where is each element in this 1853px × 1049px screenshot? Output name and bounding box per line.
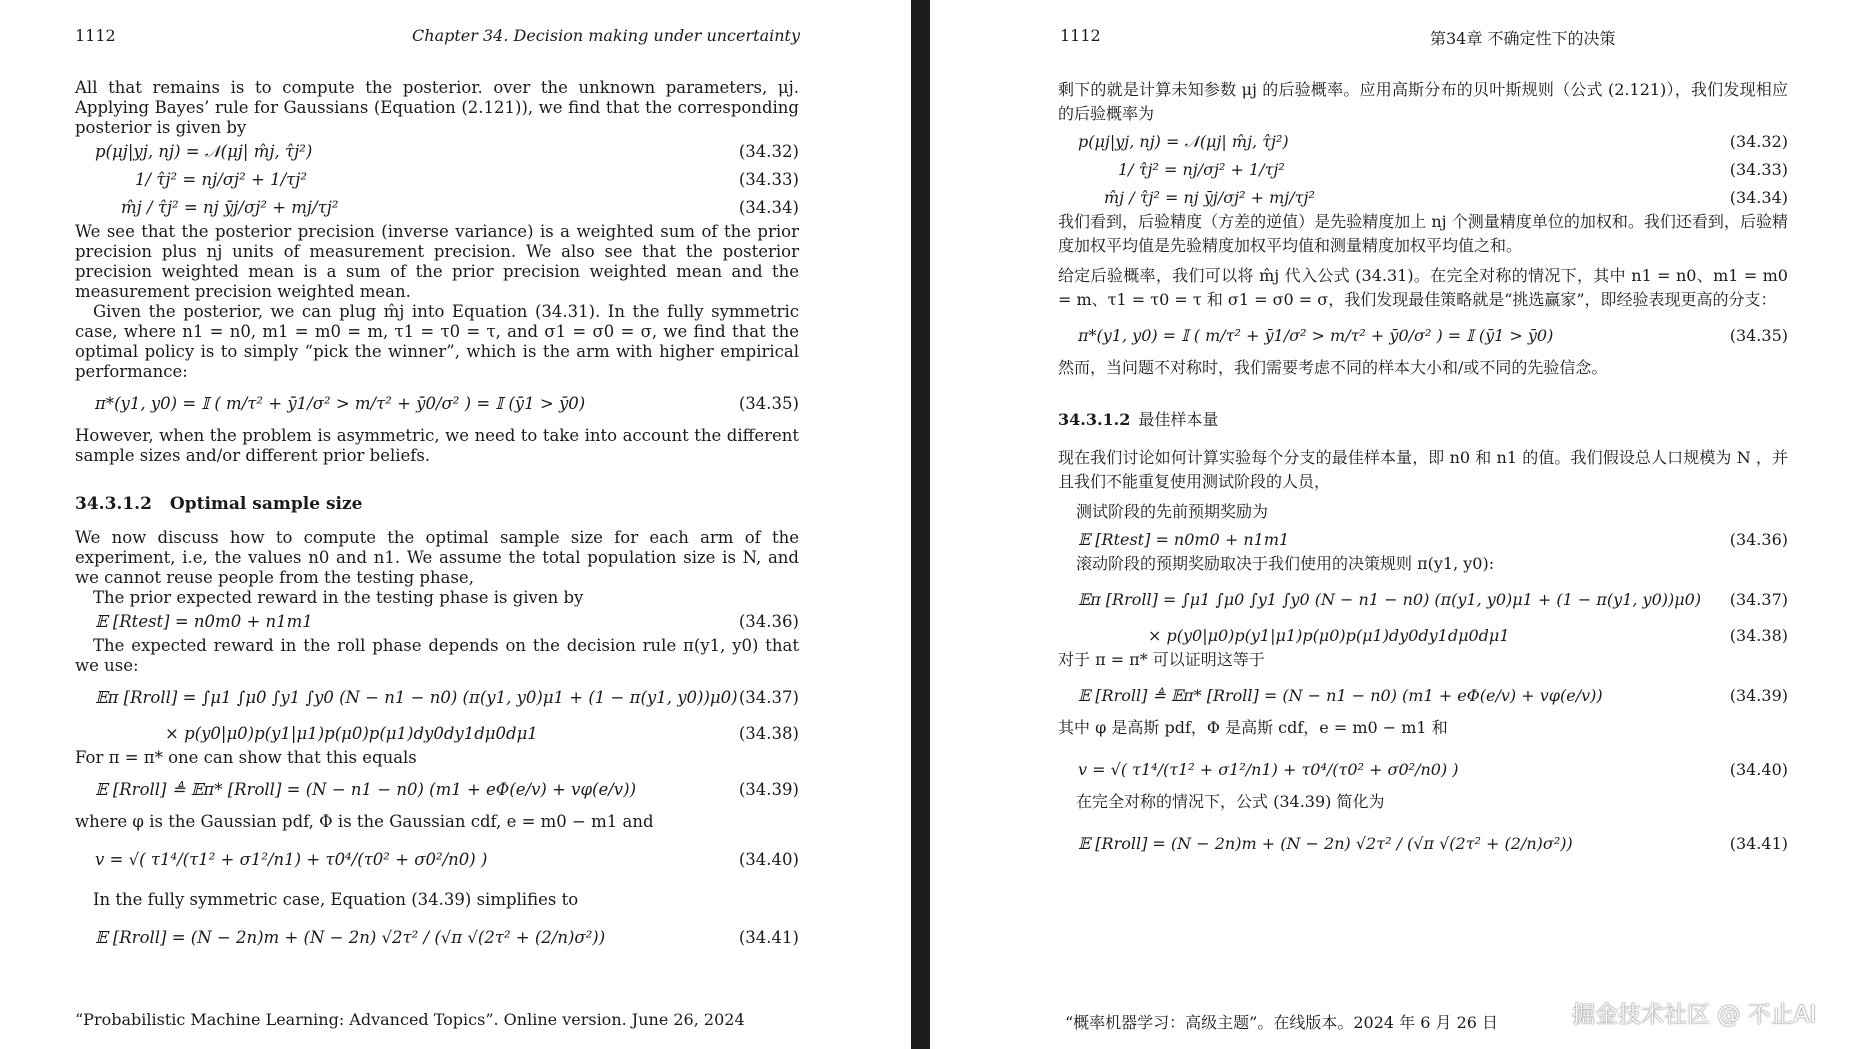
- equation-number: (34.34): [738, 198, 799, 217]
- equation: [75, 768, 799, 812]
- paragraph: The expected reward in the roll phase depends on the decision rule π(y1, y0) that we use:: [75, 636, 799, 675]
- equation: [75, 608, 799, 636]
- paragraph: For π = π* one can show that this equals: [75, 748, 417, 767]
- equation-body: 𝔼 [Rroll] ≜ 𝔼π* [Rroll] = (N − n1 − n0) (m1 + eΦ(e/v) + vφ(e/v)): [95, 780, 637, 799]
- page-divider: [911, 0, 930, 1049]
- equation-number: (34.41): [738, 928, 799, 947]
- equation-number: (34.36): [1729, 530, 1788, 549]
- equation-number: (34.34): [1729, 188, 1788, 207]
- equation: [1058, 620, 1788, 648]
- page-footer: “Probabilistic Machine Learning: Advanced Topics”. Online version. June 26, 2024: [75, 1010, 745, 1029]
- equation: [1058, 154, 1788, 182]
- equation: [75, 832, 799, 890]
- equation-body: 1/ τ̂j² = nj/σj² + 1/τj²: [135, 170, 308, 189]
- equation-number: (34.32): [738, 142, 799, 161]
- paragraph: 我们看到，后验精度（方差的逆值）是先验精度加上 nj 个测量精度单位的加权和。我们还看到，后验精度加权平均值是先验精度加权平均值和测量精度加权平均值之和。: [1058, 212, 1788, 255]
- equation-body: 𝔼π [Rroll] = ∫μ1 ∫μ0 ∫y1 ∫y0 (N − n1 − n0) (π(y1, y0)μ1 + (1 − π(y1, y0))μ0): [95, 688, 738, 707]
- equation-body: p(μj|yj, nj) = 𝒩(μj| m̂j, τ̂j²): [1078, 132, 1289, 151]
- watermark: 掘金技术社区 @ 不止AI: [1572, 1002, 1817, 1028]
- equation-number: (34.32): [1729, 132, 1788, 151]
- equation-body: π*(y1, y0) = 𝕀 ( m/τ² + ȳ1/σ² > m/τ² + ȳ0/σ² ) = 𝕀 (ȳ1 > ȳ0): [1078, 326, 1554, 345]
- equation-body: 𝔼π [Rroll] = ∫μ1 ∫μ0 ∫y1 ∫y0 (N − n1 − n0) (π(y1, y0)μ1 + (1 − π(y1, y0))μ0): [1078, 590, 1702, 609]
- equation: [75, 166, 799, 194]
- equation: [75, 910, 799, 968]
- equation-body: v = √( τ1⁴/(τ1² + σ1²/n1) + τ0⁴/(τ0² + σ0²/n0) ): [95, 850, 488, 869]
- equation-number: (34.37): [1729, 590, 1788, 609]
- equation-body: 𝔼 [Rtest] = n0m0 + n1m1: [1078, 530, 1290, 549]
- paragraph: All that remains is to compute the posterior. over the unknown parameters, μj. Applying Bayes’ rule for Gaussians (Equation (2.121)), we find that the corresponding posterior is given by: [75, 78, 799, 137]
- equation-number: (34.41): [1729, 834, 1788, 853]
- equation: [75, 138, 799, 166]
- equation-number: (34.33): [1729, 160, 1788, 179]
- equation-number: (34.35): [738, 394, 799, 413]
- equation: [75, 382, 799, 426]
- equation: [1058, 126, 1788, 154]
- equation-body: × p(y0|μ0)p(y1|μ1)p(μ0)p(μ1)dy0dy1dμ0dμ1: [1148, 626, 1510, 645]
- page-body-chinese: [1058, 78, 1788, 872]
- paragraph: The prior expected reward in the testing phase is given by: [93, 588, 584, 607]
- section-number: 34.3.1.2: [75, 494, 152, 514]
- equation: [1058, 740, 1788, 790]
- equation: [75, 676, 799, 720]
- equation: [1058, 814, 1788, 872]
- equation-number: (34.40): [738, 850, 799, 869]
- paragraph: where φ is the Gaussian pdf, Φ is the Gaussian cdf, e = m0 − m1 and: [75, 812, 654, 831]
- paragraph: 在完全对称的情况下，公式 (34.39) 简化为: [1076, 792, 1385, 811]
- paragraph: 然而，当问题不对称时，我们需要考虑不同的样本大小和/或不同的先验信念。: [1058, 358, 1608, 377]
- paragraph: In the fully symmetric case, Equation (34.39) simplifies to: [93, 890, 579, 909]
- equation-body: m̂j / τ̂j² = nj ȳj/σj² + mj/τj²: [1104, 188, 1315, 207]
- equation-body: 𝔼 [Rroll] ≜ 𝔼π* [Rroll] = (N − n1 − n0) (m1 + eΦ(e/v) + vφ(e/v)): [1078, 686, 1603, 705]
- paragraph: 测试阶段的先前预期奖励为: [1076, 502, 1269, 521]
- paragraph: 滚动阶段的预期奖励取决于我们使用的决策规则 π(y1, y0):: [1076, 554, 1495, 573]
- equation-number: (34.39): [738, 780, 799, 799]
- equation-number: (34.38): [1729, 626, 1788, 645]
- page-number: 1112: [75, 26, 116, 45]
- equation-number: (34.35): [1729, 326, 1788, 345]
- equation-body: 𝔼 [Rroll] = (N − 2n)m + (N − 2n) √2τ² / (√π √(2τ² + (2/n)σ²)): [1078, 834, 1573, 853]
- equation-body: π*(y1, y0) = 𝕀 ( m/τ² + ȳ1/σ² > m/τ² + ȳ0/σ² ) = 𝕀 (ȳ1 > ȳ0): [95, 394, 586, 413]
- page-footer-chinese: “概率机器学习：高级主题”。在线版本。2024 年 6 月 26 日: [1065, 1013, 1499, 1032]
- section-title: 最佳样本量: [1138, 410, 1219, 429]
- equation: [1058, 312, 1788, 356]
- equation-body: 𝔼 [Rroll] = (N − 2n)m + (N − 2n) √2τ² / (√π √(2τ² + (2/n)σ²)): [95, 928, 606, 947]
- equation-body: v = √( τ1⁴/(τ1² + σ1²/n1) + τ0⁴/(τ0² + σ0²/n0) ): [1078, 760, 1459, 779]
- section-heading: [75, 494, 799, 514]
- chapter-header: Chapter 34. Decision making under uncertainty: [412, 26, 800, 45]
- paragraph: 现在我们讨论如何计算实验每个分支的最佳样本量，即 n0 和 n1 的值。我们假设总人口规模为 N ，并且我们不能重复使用测试阶段的人员，: [1058, 448, 1788, 491]
- equation-body: 1/ τ̂j² = nj/σj² + 1/τj²: [1118, 160, 1285, 179]
- paragraph: 给定后验概率，我们可以将 m̂j 代入公式 (34.31)。在完全对称的情况下，其中 n1 = n0、m1 = m0 = m、τ1 = τ0 = τ 和 σ1 = σ0 = σ，我们发现最佳策略就是“挑选赢家”，即经验表现更高的分支：: [1058, 266, 1788, 309]
- equation: [1058, 576, 1788, 620]
- equation-body: m̂j / τ̂j² = nj ȳj/σj² + mj/τj²: [121, 198, 339, 217]
- paragraph: 剩下的就是计算未知参数 μj 的后验概率。应用高斯分布的贝叶斯规则（公式 (2.121)），我们发现相应的后验概率为: [1058, 80, 1788, 123]
- paragraph: 其中 φ 是高斯 pdf，Φ 是高斯 cdf，e = m0 − m1 和: [1058, 718, 1448, 737]
- paragraph: 对于 π = π* 可以证明这等于: [1058, 650, 1265, 669]
- section-heading: [1058, 408, 1788, 432]
- equation-number: (34.36): [738, 612, 799, 631]
- equation: [1058, 524, 1788, 552]
- equation-body: p(μj|yj, nj) = 𝒩(μj| m̂j, τ̂j²): [95, 142, 313, 161]
- paragraph: We now discuss how to compute the optimal sample size for each arm of the experiment, i.e, the values n0 and n1. We assume the total population size is N, and we cannot reuse people from the testing phase,: [75, 528, 799, 587]
- equation: [1058, 672, 1788, 716]
- section-number: 34.3.1.2: [1058, 410, 1131, 429]
- equation-number: (34.40): [1729, 760, 1788, 779]
- equation-number: (34.37): [738, 688, 799, 707]
- chapter-header: 第34章 不确定性下的决策: [1430, 29, 1616, 48]
- page-number: 1112: [1060, 26, 1101, 45]
- equation-body: × p(y0|μ0)p(y1|μ1)p(μ0)p(μ1)dy0dy1dμ0dμ1: [165, 724, 538, 743]
- equation: [75, 194, 799, 222]
- equation-number: (34.39): [1729, 686, 1788, 705]
- equation-number: (34.38): [738, 724, 799, 743]
- equation-number: (34.33): [738, 170, 799, 189]
- paragraph: We see that the posterior precision (inverse variance) is a weighted sum of the prior precision plus nj units of measurement precision. We also see that the posterior precision weighted mean is a sum of the prior precision weighted mean and the measurement precision weighted mean.: [75, 222, 799, 301]
- page-body: [75, 78, 799, 968]
- paragraph: Given the posterior, we can plug m̂j into Equation (34.31). In the fully symmetric case, where n1 = n0, m1 = m0 = m, τ1 = τ0 = τ, and σ1 = σ0 = σ, we find that the optimal policy is to simply “pick the winner”, which is the arm with higher empirical performance:: [75, 302, 799, 381]
- left-page-english: [0, 0, 911, 1049]
- equation-body: 𝔼 [Rtest] = n0m0 + n1m1: [95, 612, 313, 631]
- equation: [75, 720, 799, 748]
- section-title: Optimal sample size: [169, 494, 363, 514]
- paragraph: However, when the problem is asymmetric, we need to take into account the different sample sizes and/or different prior beliefs.: [75, 426, 799, 465]
- equation: [1058, 182, 1788, 210]
